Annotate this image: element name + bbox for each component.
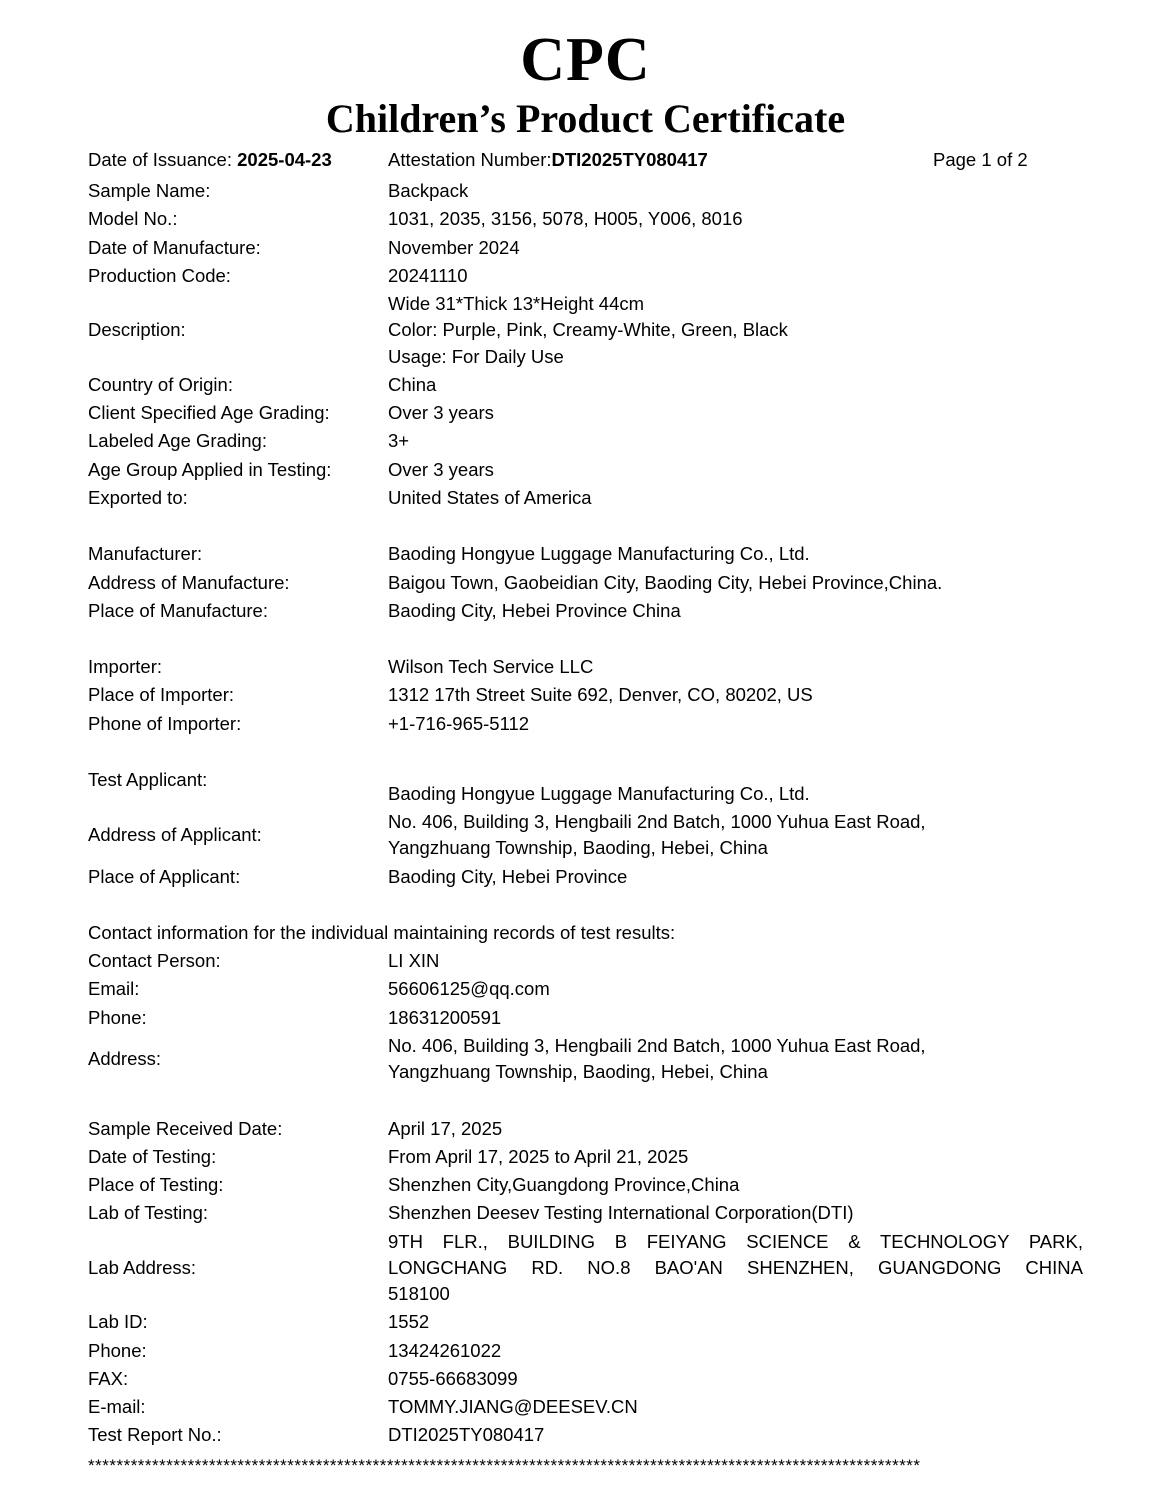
field-row xyxy=(88,1393,1083,1421)
field-label: Lab ID: xyxy=(88,1311,148,1333)
field-row xyxy=(88,371,1083,399)
test-applicant-name: Baoding Hongyue Luggage Manufacturing Co., Ltd. xyxy=(388,782,810,804)
field-label: Sample Name: xyxy=(88,180,211,202)
field-value: From April 17, 2025 to April 21, 2025 xyxy=(388,1145,689,1167)
description-value xyxy=(388,290,1083,371)
contact-person-label: Contact Person: xyxy=(88,950,221,972)
description-line: Wide 31*Thick 13*Height 44cm xyxy=(388,293,645,315)
page-indicator: Page 1 of 2 xyxy=(933,149,1028,171)
field-value: TOMMY.JIANG@DEESEV.CN xyxy=(388,1396,638,1418)
field-label: Place of Testing: xyxy=(88,1174,224,1196)
description-row xyxy=(88,290,1083,371)
field-label: Production Code: xyxy=(88,264,231,286)
field-value: Baoding City, Hebei Province China xyxy=(388,599,681,621)
lab-address-line: LONGCHANG RD. NO.8 BAO'AN SHENZHEN, GUANGDONG CHINA xyxy=(388,1256,1083,1278)
field-value: April 17, 2025 xyxy=(388,1117,503,1139)
field-value: 1552 xyxy=(388,1311,430,1333)
test-applicant-label: Test Applicant: xyxy=(88,768,208,790)
field-value: November 2024 xyxy=(388,236,520,258)
field-row xyxy=(88,1143,1083,1171)
applicant-place-value: Baoding City, Hebei Province xyxy=(388,865,628,887)
contact-address-line: No. 406, Building 3, Hengbaili 2nd Batch, 1000 Yuhua East Road, xyxy=(388,1035,926,1056)
field-label: Phone: xyxy=(88,1339,147,1361)
field-label: Test Report No.: xyxy=(88,1424,222,1446)
field-row xyxy=(88,1308,1083,1336)
field-value: Backpack xyxy=(388,180,469,202)
field-label: Place of Importer: xyxy=(88,684,235,706)
lab-address-value xyxy=(388,1228,1083,1309)
field-value: Baigou Town, Gaobeidian City, Baoding City, Hebei Province,China. xyxy=(388,571,943,593)
field-row xyxy=(88,456,1083,484)
field-row xyxy=(88,484,1083,512)
issuance-date-value: 2025-04-23 xyxy=(237,149,332,171)
field-label: Lab of Testing: xyxy=(88,1202,208,1224)
applicant-place-label: Place of Applicant: xyxy=(88,865,241,887)
contact-heading-row xyxy=(88,919,1083,947)
field-label: Labeled Age Grading: xyxy=(88,430,267,452)
field-value: 0755-66683099 xyxy=(388,1367,518,1389)
row-spacer xyxy=(88,738,1083,766)
spacer-cell xyxy=(388,625,1083,653)
field-label: E-mail: xyxy=(88,1396,146,1418)
issuance-date-label: Date of Issuance: xyxy=(88,149,232,171)
field-value: 3+ xyxy=(388,430,410,452)
spacer-cell xyxy=(88,738,388,766)
field-value: Shenzhen Deesev Testing International Corporation(DTI) xyxy=(388,1202,854,1224)
applicant-place-row xyxy=(88,863,1083,891)
field-row xyxy=(88,1004,1083,1032)
spacer-cell xyxy=(88,891,388,919)
contact-heading: Contact information for the individual maintaining records of test results: xyxy=(88,921,676,943)
row-spacer xyxy=(88,512,1083,540)
field-value: Shenzhen City,Guangdong Province,China xyxy=(388,1174,740,1196)
spacer-cell xyxy=(388,891,1083,919)
lab-address-line: 518100 xyxy=(388,1283,450,1305)
field-row xyxy=(88,710,1083,738)
field-row xyxy=(88,234,1083,262)
attestation-number-cell xyxy=(388,149,933,171)
field-value: +1-716-965-5112 xyxy=(388,712,530,734)
attestation-number-value: DTI2025TY080417 xyxy=(551,149,708,171)
section-separator: ********************************************************************************************************************* xyxy=(88,1455,921,1475)
field-label: Place of Manufacture: xyxy=(88,599,268,621)
fields-table xyxy=(88,177,1083,1450)
field-row xyxy=(88,569,1083,597)
field-value: DTI2025TY080417 xyxy=(388,1424,545,1446)
field-label: Exported to: xyxy=(88,487,188,509)
contact-address-value xyxy=(388,1032,1083,1087)
field-value: 1031, 2035, 3156, 5078, H005, Y006, 8016 xyxy=(388,208,743,230)
issuance-date-cell xyxy=(88,149,388,171)
row-spacer xyxy=(88,1087,1083,1115)
field-value: 13424261022 xyxy=(388,1339,502,1361)
test-applicant-value xyxy=(388,766,1083,808)
field-row xyxy=(88,947,1083,975)
spacer-cell xyxy=(88,625,388,653)
spacer-cell xyxy=(388,512,1083,540)
field-row xyxy=(88,205,1083,233)
field-row xyxy=(88,1171,1083,1199)
field-row xyxy=(88,1421,1083,1449)
spacer-cell xyxy=(388,1087,1083,1115)
field-row xyxy=(88,1115,1083,1143)
field-value: United States of America xyxy=(388,487,592,509)
applicant-address-label: Address of Applicant: xyxy=(88,824,262,846)
field-label: Date of Testing: xyxy=(88,1145,217,1167)
field-row xyxy=(88,597,1083,625)
spacer-cell xyxy=(388,738,1083,766)
field-row xyxy=(88,177,1083,205)
field-label: Client Specified Age Grading: xyxy=(88,402,330,424)
applicant-address-line: No. 406, Building 3, Hengbaili 2nd Batch, 1000 Yuhua East Road, xyxy=(388,811,926,833)
field-label: Country of Origin: xyxy=(88,373,233,395)
field-value: 20241110 xyxy=(388,264,468,286)
contact-address-label: Address: xyxy=(88,1048,162,1070)
contact-email-label: Email: xyxy=(88,978,140,1000)
field-label: Phone of Importer: xyxy=(88,712,242,734)
field-row xyxy=(88,681,1083,709)
field-value: Over 3 years xyxy=(388,458,494,480)
row-spacer xyxy=(88,891,1083,919)
field-row xyxy=(88,1199,1083,1227)
lab-address-label: Lab Address: xyxy=(88,1256,196,1278)
page-subtitle: Children’s Product Certificate xyxy=(325,96,846,142)
field-row xyxy=(88,540,1083,568)
applicant-address-line: Yangzhuang Township, Baoding, Hebei, China xyxy=(388,837,768,859)
contact-address-row xyxy=(88,1032,1083,1087)
row-spacer xyxy=(88,625,1083,653)
field-row xyxy=(88,427,1083,455)
field-value: Baoding Hongyue Luggage Manufacturing Co., Ltd. xyxy=(388,543,810,565)
field-label: Importer: xyxy=(88,656,163,678)
test-applicant-row xyxy=(88,766,1083,808)
field-label: Sample Received Date: xyxy=(88,1117,283,1139)
attestation-number-label: Attestation Number: xyxy=(388,149,552,171)
description-line: Color: Purple, Pink, Creamy-White, Green, Black xyxy=(388,319,788,341)
field-row xyxy=(88,1337,1083,1365)
field-label: Date of Manufacture: xyxy=(88,236,261,258)
applicant-address-value xyxy=(388,808,1083,863)
field-value: 1312 17th Street Suite 692, Denver, CO, 80202, US xyxy=(388,684,813,706)
field-label: Address of Manufacture: xyxy=(88,571,290,593)
lab-address-line: 9TH FLR., BUILDING B FEIYANG SCIENCE & TECHNOLOGY PARK, xyxy=(388,1230,1083,1252)
field-label: Manufacturer: xyxy=(88,543,203,565)
field-row xyxy=(88,1365,1083,1393)
field-row xyxy=(88,262,1083,290)
page-title: CPC xyxy=(520,26,651,94)
contact-address-line: Yangzhuang Township, Baoding, Hebei, China xyxy=(388,1061,768,1083)
field-value: Wilson Tech Service LLC xyxy=(388,656,594,678)
description-label: Description: xyxy=(88,319,186,341)
field-row xyxy=(88,975,1083,1003)
field-row xyxy=(88,653,1083,681)
field-label: Age Group Applied in Testing: xyxy=(88,458,332,480)
lab-address-row xyxy=(88,1228,1083,1309)
header-meta-row xyxy=(88,149,1083,171)
contact-email-value: 56606125@qq.com xyxy=(388,978,550,1000)
applicant-address-row xyxy=(88,808,1083,863)
contact-phone-label: Phone: xyxy=(88,1006,147,1028)
contact-person-value: LI XIN xyxy=(388,950,440,972)
field-label: Model No.: xyxy=(88,208,178,230)
field-value: Over 3 years xyxy=(388,402,494,424)
field-label: FAX: xyxy=(88,1367,129,1389)
description-line: Usage: For Daily Use xyxy=(388,345,564,367)
spacer-cell xyxy=(88,512,388,540)
contact-phone-value: 18631200591 xyxy=(388,1006,502,1028)
field-value: China xyxy=(388,373,437,395)
spacer-cell xyxy=(88,1087,388,1115)
field-row xyxy=(88,399,1083,427)
